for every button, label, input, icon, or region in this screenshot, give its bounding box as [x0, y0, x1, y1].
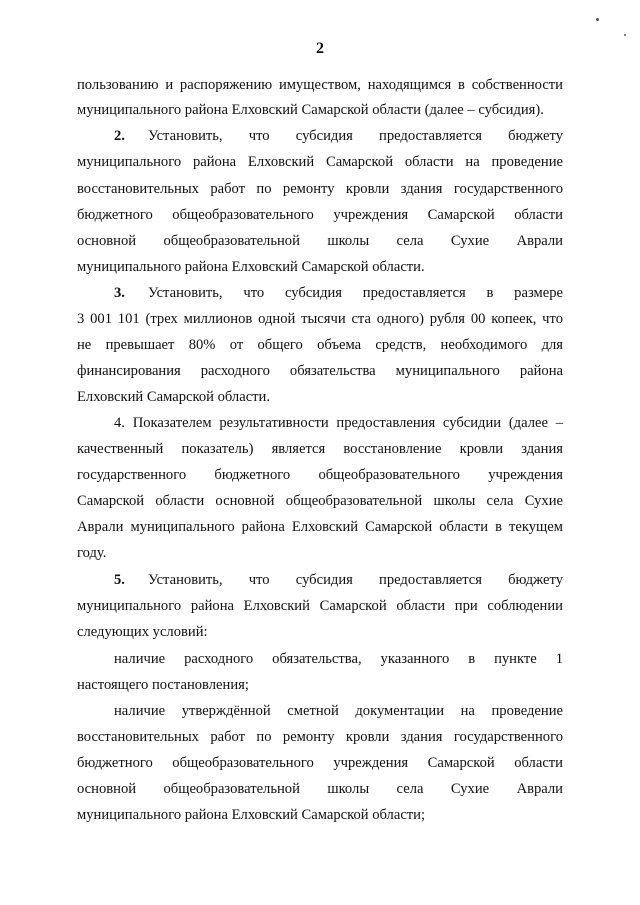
text-line: бюджетного общеобразовательного учреждения Самарской области	[77, 207, 563, 223]
text-line: 3 001 101 (трех миллионов одной тысячи ста одного) рубля 00 копеек, что	[77, 311, 563, 327]
text-line: 4. Показателем результативности предоставления субсидии (далее –	[114, 415, 563, 431]
text-line: муниципального района Елховский Самарской области при соблюдении	[77, 598, 563, 614]
text-line: году.	[77, 545, 107, 561]
text-line: Аврали муниципального района Елховский Самарской области в текущем	[77, 519, 563, 535]
item-number: 3.	[114, 285, 125, 301]
text-line: Установить, что субсидия предоставляется бюджету	[148, 128, 563, 144]
text-line: не превышает 80% от общего объема средств, необходимого для	[77, 337, 563, 353]
text-line: основной общеобразовательной школы села Сухие Аврали	[77, 781, 563, 797]
text-line: восстановительных работ по ремонту кровли здания государственного	[77, 181, 563, 197]
text-line: бюджетного общеобразовательного учреждения Самарской области	[77, 755, 563, 771]
text-line: наличие расходного обязательства, указанного в пункте 1	[114, 651, 563, 667]
text-line: пользованию и распоряжению имуществом, находящимся в собственности	[77, 77, 563, 93]
item-number: 2.	[114, 128, 125, 144]
text-line: государственного бюджетного общеобразовательного учреждения	[77, 467, 563, 483]
text-line: муниципального района Елховский Самарской области (далее – субсидия).	[77, 102, 544, 118]
text-line: наличие утверждённой сметной документации на проведение	[114, 703, 563, 719]
text-line: финансирования расходного обязательства муниципального района	[77, 363, 563, 379]
text-line: Установить, что субсидия предоставляется в размере	[148, 285, 563, 301]
text-line: Самарской области основной общеобразовательной школы села Сухие	[77, 493, 563, 509]
text-line: качественный показатель) является восстановление кровли здания	[77, 441, 563, 457]
text-line: муниципального района Елховский Самарской области;	[77, 807, 426, 823]
scan-speck	[624, 34, 626, 36]
page-number: 2	[316, 40, 324, 57]
text-line: муниципального района Елховский Самарской области на проведение	[77, 154, 563, 170]
item-number: 5.	[114, 572, 125, 588]
text-line: Установить, что субсидия предоставляется бюджету	[148, 572, 563, 588]
text-line: муниципального района Елховский Самарской области.	[77, 259, 425, 275]
text-line: настоящего постановления;	[77, 677, 249, 693]
text-line: восстановительных работ по ремонту кровли здания государственного	[77, 729, 563, 745]
text-line: следующих условий:	[77, 624, 208, 640]
scan-speck	[596, 18, 599, 21]
text-line: Елховский Самарской области.	[77, 389, 271, 405]
text-line: основной общеобразовательной школы села Сухие Аврали	[77, 233, 563, 249]
